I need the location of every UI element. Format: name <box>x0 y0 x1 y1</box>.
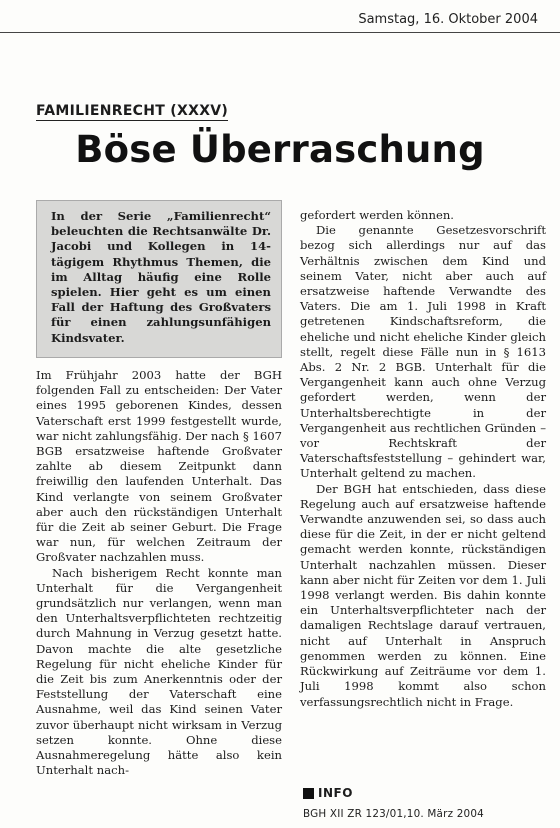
info-label: INFO <box>318 786 353 800</box>
article-headline: Böse Überraschung <box>75 128 485 171</box>
article-paragraph: Nach bisherigem Recht konnte man Unterhalt für die Vergangenheit grundsätzlich nur verlangen, wenn man den Unterhaltsverpflichteten rechtzeitig durch Mahnung in Verzug gesetzt hatte. Davon machte die alte gesetzliche Regelung für nicht eheliche Kinder für die Zeit bis zum Anerkenntnis oder der Feststellung der Vaterschaft eine Ausnahme, weil das Kind seinen Vater zuvor überhaupt nicht wirksam in Verzug setzen konnte. Ohne diese Ausnahmeregelung hätte also kein Unterhalt nach- <box>36 565 282 778</box>
court-reference: BGH XII ZR 123/01,10. März 2004 <box>303 808 484 820</box>
square-bullet-icon <box>303 788 314 799</box>
publication-date: Samstag, 16. Oktober 2004 <box>358 12 538 27</box>
article-column-right <box>300 208 546 710</box>
intro-text: In der Serie „Familienrecht“ beleuchten die Rechtsanwälte Dr. Jacobi und Kollegen in 14-tägigem Rhythmus Themen, die im Alltag häufig eine Rolle spielen. Hier geht es um einen Fall der Haftung des Großvaters für einen zahlungsunfähigen Kindsvater. <box>51 209 271 345</box>
article-paragraph: Die genannte Gesetzesvorschrift bezog sich allerdings nur auf das Verhältnis zwischen dem Kind und seinem Vater, nicht aber auch auf ersatzweise haftende Verwandte des Vaters. Die am 1. Juli 1998 in Kraft getretenen Kindschaftsreform, die eheliche und nicht eheliche Kinder gleich stellt, regelt diese Fälle nun in § 1613 Abs. 2 Nr. 2 BGB. Unterhalt für die Vergangenheit kann auch ohne Verzug gefordert werden, wenn der Unterhaltsberechtigte in der Vergangenheit aus rechtlichen Gründen – vor Rechtskraft der Vaterschaftsfeststellung – gehindert war, Unterhalt geltend zu machen. <box>300 223 546 481</box>
article-column-left <box>36 368 282 778</box>
header-rule <box>0 32 560 33</box>
article-paragraph: gefordert werden können. <box>300 208 454 222</box>
article-paragraph: Im Frühjahr 2003 hatte der BGH folgenden Fall zu entscheiden: Der Vater eines 1995 geborenen Kindes, dessen Vaterschaft erst 1999 festgestellt wurde, war nicht zahlungsfähig. Der nach § 1607 BGB ersatzweise haftende Großvater zahlte ab diesem Zeitpunkt dann freiwillig den laufenden Unterhalt. Das Kind verlangte von seinem Großvater aber auch den rückständigen Unterhalt für die Zeit ab seiner Geburt. Die Frage war nun, für welchen Zeitraum der Großvater nachzahlen muss. <box>36 368 282 565</box>
article-kicker: FAMILIENRECHT (XXXV) <box>36 103 229 119</box>
info-marker <box>303 786 353 800</box>
article-paragraph: Der BGH hat entschieden, dass diese Regelung auch auf ersatzweise haftende Verwandte anzuwenden sei, so dass auch diese für die Zeit, in der er nicht geltend gemacht werden konnte, rückständigen Unterhalt nachzahlen müssen. Dieser kann aber nicht für Zeiten vor dem 1. Juli 1998 verlangt werden. Bis dahin konnte ein Unterhaltsverpflichteter nach der damaligen Rechtslage darauf vertrauen, nicht auf Unterhalt in Anspruch genommen werden zu können. Eine Rückwirkung auf Zeiträume vor dem 1. Juli 1998 kommt also schon verfassungsrechtlich nicht in Frage. <box>300 481 546 709</box>
intro-box <box>36 200 282 358</box>
